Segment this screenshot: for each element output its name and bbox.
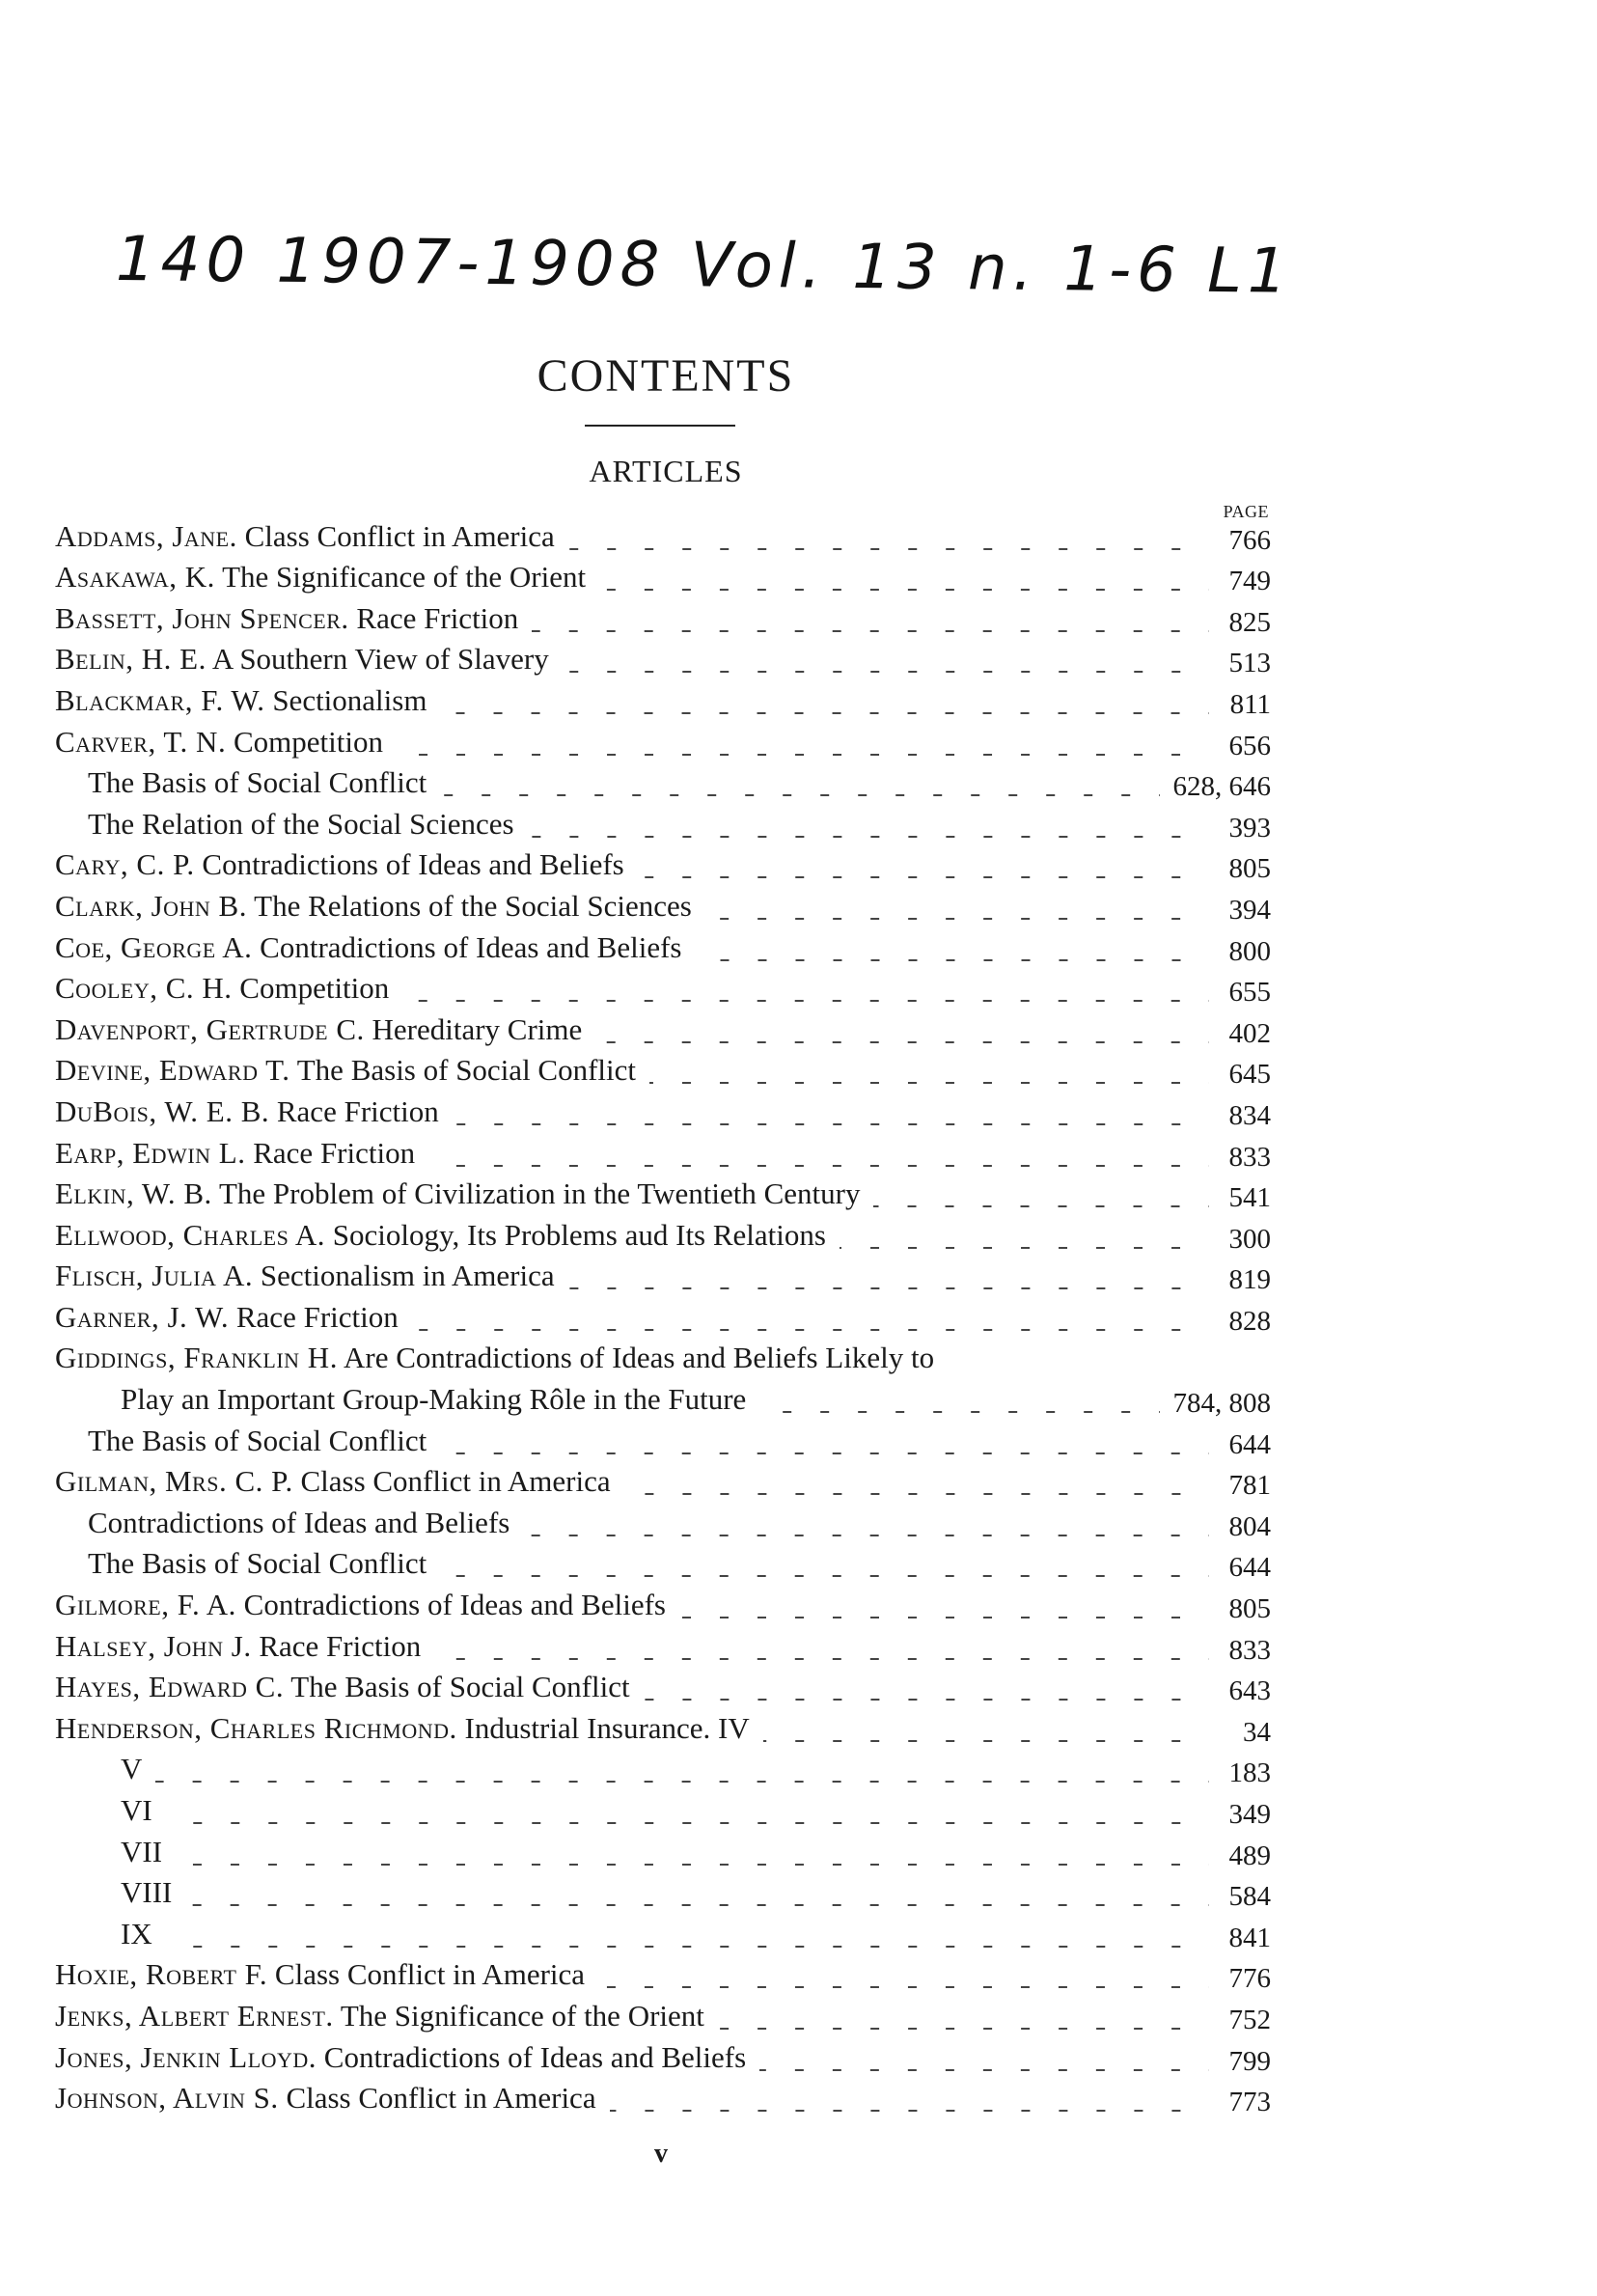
entry-title: V: [121, 1752, 143, 1786]
entry-text: [55, 1300, 399, 1339]
entry-text: [55, 1875, 172, 1914]
dash-leader: [440, 1548, 1209, 1577]
entry-page-number: 645: [1228, 1059, 1271, 1091]
entry-text: [55, 889, 692, 927]
contents-list: [55, 516, 1271, 2119]
dash-leader: [763, 1713, 1209, 1742]
entry-title: The Problem of Civilization in the Twentieth Century: [218, 1176, 861, 1211]
entry-title: VII: [121, 1834, 163, 1868]
entry-text: [55, 1999, 704, 2037]
entry-title: Sectionalism: [272, 682, 427, 717]
entry-page-number: 628, 646: [1172, 771, 1271, 803]
entry-title: Race Friction: [235, 1299, 399, 1334]
entry-page-number: 643: [1228, 1675, 1271, 1707]
dash-leader: [568, 521, 1209, 550]
entry-author: Gilman, Mrs. C. P.: [55, 1464, 293, 1499]
entry-text: [55, 847, 624, 886]
dash-leader: [402, 973, 1209, 1002]
contents-entry: [55, 1668, 1271, 1709]
entry-text: [55, 1629, 421, 1668]
entry-page-number: 805: [1228, 853, 1271, 885]
entry-author: Davenport, Gertrude C.: [55, 1011, 365, 1046]
entry-title: Race Friction: [253, 1135, 416, 1170]
dash-leader: [434, 1631, 1209, 1660]
contents-entry: [55, 2079, 1271, 2120]
contents-entry: [55, 886, 1271, 927]
entry-title: Competition: [233, 724, 383, 759]
contents-entry: [55, 845, 1271, 887]
entry-page-number: 833: [1228, 1634, 1271, 1666]
page-folio: v: [654, 2139, 668, 2169]
entry-text: [55, 642, 549, 680]
entry-page-number: 799: [1228, 2045, 1271, 2077]
entry-text: [55, 1793, 152, 1832]
entry-page-number: 805: [1228, 1593, 1271, 1625]
entry-title: Industrial Insurance. IV: [464, 1710, 750, 1745]
entry-title: Contradictions of Ideas and Beliefs: [323, 2039, 747, 2074]
entry-author: Clark, John B.: [55, 888, 247, 923]
contents-entry: [55, 598, 1271, 640]
entry-title: The Basis of Social Conflict: [296, 1053, 637, 1088]
dash-leader: [397, 727, 1209, 756]
section-heading: ARTICLES: [589, 454, 743, 488]
contents-entry: [55, 640, 1271, 681]
contents-entry: [55, 1544, 1271, 1586]
entry-author: Earp, Edwin L.: [55, 1135, 246, 1170]
dash-leader: [440, 685, 1209, 714]
entry-page-number: 800: [1228, 935, 1271, 967]
entry-page-number: 773: [1228, 2087, 1271, 2118]
contents-entry: [55, 1996, 1271, 2037]
entry-title: Are Contradictions of Ideas and Beliefs Likely to: [344, 1341, 935, 1375]
contents-entry: [55, 969, 1271, 1010]
dash-leader: [644, 1672, 1209, 1701]
entry-page-number: 183: [1228, 1757, 1271, 1789]
entry-text: [55, 2040, 746, 2079]
entry-page-number: 781: [1228, 1470, 1271, 1502]
entry-title: Class Conflict in America: [286, 2081, 596, 2116]
entry-title: Contradictions of Ideas and Beliefs: [202, 847, 624, 882]
entry-page-number: 833: [1228, 1141, 1271, 1173]
contents-entry: [55, 1462, 1271, 1504]
dash-leader: [718, 2001, 1209, 2030]
dash-leader: [563, 644, 1209, 673]
entry-author: Jenks, Albert Ernest.: [55, 1998, 334, 2033]
entry-page-number: 394: [1228, 894, 1271, 926]
dash-leader: [440, 1425, 1209, 1454]
entry-title: The Relation of the Social Sciences: [88, 806, 514, 841]
entry-page-number: 811: [1229, 688, 1271, 720]
entry-author: Giddings, Franklin H.: [55, 1341, 338, 1375]
entry-text: [55, 1670, 630, 1708]
entry-title: The Significance of the Orient: [340, 1998, 704, 2033]
entry-text: [55, 683, 427, 722]
entry-author: Ellwood, Charles A.: [55, 1217, 326, 1252]
entry-text: [55, 1012, 582, 1051]
entry-title: IX: [121, 1916, 152, 1950]
entry-title: A Southern View of Slavery: [211, 642, 549, 677]
entry-title: VIII: [121, 1875, 173, 1910]
contents-entry: [55, 722, 1271, 763]
dash-leader: [453, 1096, 1209, 1125]
contents-entry: [55, 1585, 1271, 1626]
dash-leader: [428, 1138, 1209, 1167]
contents-entry: [55, 1133, 1271, 1175]
contents-entry: [55, 1257, 1271, 1298]
entry-author: Gilmore, F. A.: [55, 1588, 236, 1622]
entry-page-number: 841: [1228, 1922, 1271, 1953]
entry-title: Class Conflict in America: [244, 518, 555, 553]
entry-author: Carver, T. N.: [55, 724, 227, 759]
dash-leader: [155, 1754, 1209, 1783]
dash-leader: [759, 1384, 1159, 1413]
dash-leader: [649, 1055, 1209, 1084]
contents-entry: [55, 558, 1271, 599]
entry-title: Sociology, Its Problems aud Its Relations: [332, 1217, 826, 1252]
contents-entry: [55, 763, 1271, 805]
entry-author: Bassett, John Spencer.: [55, 600, 349, 635]
dash-leader: [166, 1919, 1209, 1948]
contents-entry: [55, 927, 1271, 969]
contents-entry: [55, 680, 1271, 722]
entry-text: [55, 971, 389, 1010]
entry-text: [55, 1424, 427, 1462]
entry-title: Class Conflict in America: [274, 1957, 586, 1992]
entry-author: Flisch, Julia A.: [55, 1259, 254, 1293]
dash-leader: [412, 1302, 1209, 1331]
entry-page-number: 349: [1228, 1799, 1271, 1830]
entry-text: [55, 1752, 142, 1790]
dash-leader: [532, 603, 1209, 632]
entry-page-number: 489: [1228, 1840, 1271, 1871]
entry-title: Play an Important Group-Making Rôle in the Future: [121, 1382, 747, 1417]
entry-text: [55, 1588, 666, 1626]
contents-entry: [55, 1873, 1271, 1915]
entry-text: [55, 1341, 934, 1379]
contents-entry: [55, 1626, 1271, 1668]
entry-page-number: 752: [1228, 2004, 1271, 2035]
contents-entry: [55, 1379, 1271, 1421]
entry-page-number: 834: [1228, 1099, 1271, 1131]
dash-leader: [185, 1877, 1209, 1906]
entry-page-number: 819: [1228, 1264, 1271, 1296]
dash-leader: [568, 1260, 1209, 1289]
entry-title: The Basis of Social Conflict: [88, 765, 427, 800]
entry-page-number: 513: [1228, 648, 1271, 679]
entry-author: Hayes, Edward C.: [55, 1670, 285, 1704]
dash-leader: [624, 1466, 1209, 1495]
dash-leader: [440, 767, 1159, 796]
entry-page-number: 34: [1243, 1716, 1271, 1748]
dash-leader: [696, 932, 1210, 961]
entry-text: [55, 1382, 746, 1421]
dash-leader: [840, 1220, 1209, 1249]
contents-entry: [55, 804, 1271, 845]
entry-title: Hereditary Crime: [372, 1011, 583, 1046]
entry-title: The Relations of the Social Sciences: [254, 888, 692, 923]
contents-entry: [55, 1051, 1271, 1093]
contents-entry: [55, 1215, 1271, 1257]
entry-page-number: 541: [1228, 1182, 1271, 1214]
entry-title: Contradictions of Ideas and Beliefs: [88, 1505, 510, 1539]
dash-leader: [176, 1837, 1209, 1866]
contents-entry: [55, 1503, 1271, 1544]
entry-title: Race Friction: [259, 1628, 422, 1663]
entry-page-number: 656: [1228, 730, 1271, 761]
entry-page-number: 828: [1228, 1305, 1271, 1337]
entry-page-number: 300: [1228, 1223, 1271, 1255]
entry-text: [55, 930, 682, 969]
entry-text: [55, 1546, 427, 1585]
entry-title: Sectionalism in America: [260, 1259, 555, 1293]
entry-title: Race Friction: [276, 1093, 439, 1128]
entry-text: [55, 1218, 826, 1257]
entry-text: [55, 1259, 555, 1297]
entry-author: Coe, George A.: [55, 929, 253, 964]
dash-leader: [679, 1590, 1209, 1618]
dash-leader: [595, 1014, 1209, 1043]
entry-author: DuBois, W. E. B.: [55, 1093, 270, 1128]
entry-title: Race Friction: [356, 600, 519, 635]
entry-page-number: 402: [1228, 1017, 1271, 1049]
entry-page-number: 825: [1228, 606, 1271, 638]
entry-text: [55, 560, 586, 598]
entry-page-number: 804: [1228, 1510, 1271, 1542]
entry-author: Johnson, Alvin S.: [55, 2081, 279, 2116]
dash-leader: [638, 849, 1209, 878]
entry-text: [55, 2081, 596, 2119]
entry-text: [55, 1506, 509, 1544]
entry-text: [55, 519, 555, 558]
contents-entry: [55, 1421, 1271, 1462]
entry-title: The Basis of Social Conflict: [88, 1423, 427, 1457]
entry-page-number: 393: [1228, 812, 1271, 844]
dash-leader: [166, 1795, 1209, 1824]
entry-title: Competition: [239, 971, 390, 1006]
contents-entry: [55, 2037, 1271, 2079]
dash-leader: [599, 562, 1209, 591]
dash-leader: [523, 1508, 1209, 1536]
entry-page-number: 749: [1228, 566, 1271, 597]
page-title: CONTENTS: [537, 350, 795, 401]
entry-page-number: 784, 808: [1172, 1388, 1271, 1420]
entry-author: Cooley, C. H.: [55, 971, 233, 1006]
entry-title: The Basis of Social Conflict: [88, 1546, 427, 1581]
contents-entry: [55, 1790, 1271, 1832]
entry-text: [55, 1176, 860, 1215]
entry-author: Belin, H. E.: [55, 642, 207, 677]
entry-text: [55, 725, 383, 763]
entry-text: [55, 1917, 152, 1955]
entry-author: Hoxie, Robert F.: [55, 1957, 268, 1992]
entry-text: [55, 1711, 750, 1750]
contents-entry: [55, 1832, 1271, 1873]
entry-author: Addams, Jane.: [55, 518, 237, 553]
entry-page-number: 776: [1228, 1963, 1271, 1995]
entry-text: [55, 807, 514, 845]
entry-title: VI: [121, 1793, 152, 1827]
entry-author: Elkin, W. B.: [55, 1176, 212, 1211]
entry-title: Contradictions of Ideas and Beliefs: [243, 1588, 666, 1622]
contents-entry: [55, 516, 1271, 558]
entry-author: Henderson, Charles Richmond.: [55, 1710, 457, 1745]
entry-title: Class Conflict in America: [300, 1464, 611, 1499]
entry-page-number: 584: [1228, 1881, 1271, 1913]
entry-author: Blackmar, F. W.: [55, 682, 265, 717]
entry-page-number: 655: [1228, 977, 1271, 1009]
page-column-label: PAGE: [1223, 502, 1269, 521]
contents-entry: [55, 1708, 1271, 1750]
entry-text: [55, 1136, 415, 1175]
handwritten-note: 140 1907-1908 Vol. 13 n. 1-6 L1: [115, 224, 1293, 308]
entry-author: Asakawa, K.: [55, 560, 215, 595]
entry-author: Jones, Jenkin Lloyd.: [55, 2039, 317, 2074]
entry-text: [55, 1835, 162, 1873]
contents-entry: [55, 1175, 1271, 1216]
entry-author: Devine, Edward T.: [55, 1053, 290, 1088]
contents-entry: [55, 1297, 1271, 1339]
entry-title: The Significance of the Orient: [222, 560, 587, 595]
entry-text: [55, 1957, 585, 1996]
entry-page-number: 644: [1228, 1552, 1271, 1584]
dash-leader: [759, 2042, 1209, 2071]
title-divider: [585, 425, 735, 427]
contents-entry: [55, 1010, 1271, 1051]
entry-author: Halsey, John J.: [55, 1628, 252, 1663]
entry-author: Garner, J. W.: [55, 1299, 230, 1334]
entry-text: [55, 765, 427, 804]
entry-page-number: 766: [1228, 524, 1271, 556]
contents-entry: [55, 1092, 1271, 1133]
entry-title: The Basis of Social Conflict: [290, 1670, 630, 1704]
entry-text: [55, 1094, 439, 1133]
contents-entry: [55, 1955, 1271, 1997]
dash-leader: [705, 891, 1209, 920]
contents-entry: [55, 1750, 1271, 1791]
entry-text: [55, 1053, 636, 1092]
contents-entry: [55, 1914, 1271, 1955]
entry-title: Contradictions of Ideas and Beliefs: [260, 929, 682, 964]
dash-leader: [528, 809, 1209, 838]
dash-leader: [610, 2083, 1209, 2112]
entry-author: Cary, C. P.: [55, 847, 195, 882]
entry-text: [55, 601, 518, 640]
dash-leader: [598, 1959, 1209, 1988]
entry-page-number: 644: [1228, 1428, 1271, 1460]
dash-leader: [873, 1178, 1209, 1207]
contents-entry: [55, 1339, 1271, 1380]
entry-text: [55, 1464, 611, 1503]
